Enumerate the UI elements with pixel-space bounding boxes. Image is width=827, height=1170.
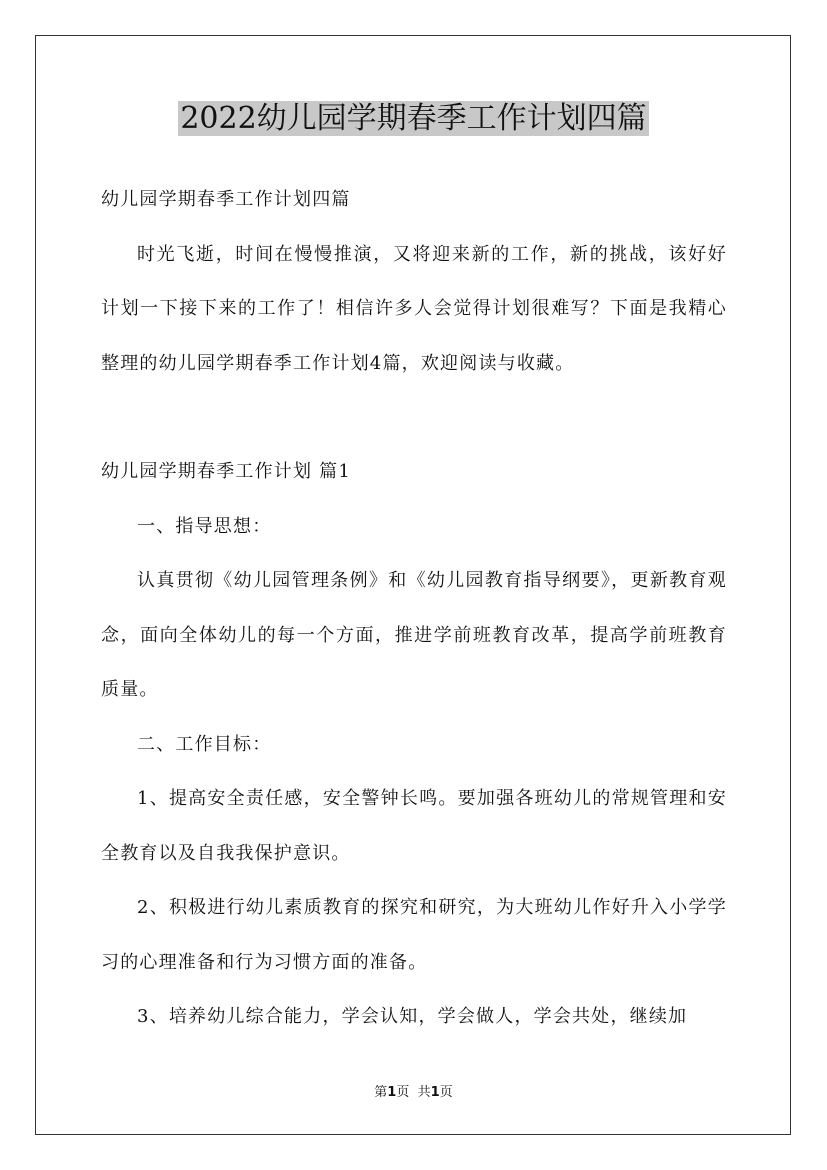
document-title [0, 96, 827, 142]
paragraph-heading-work-goals: 二、工作目标： [137, 733, 272, 755]
footer-page-prefix: 第 [374, 1085, 388, 1100]
paragraph-subtitle: 幼儿园学期春季工作计划四篇 [101, 189, 351, 210]
footer-total-number: 1 [430, 1085, 440, 1100]
footer-page-suffix: 页 [396, 1085, 410, 1100]
paragraph-section-heading: 幼儿园学期春季工作计划 篇1 [101, 461, 351, 482]
paragraph-goal-3: 3、培养幼儿综合能力，学会认知，学会做人，学会共处，继续加 [137, 1006, 688, 1027]
paragraph-goal-1: 1、提高安全责任感，安全警钟长鸣。要加强各班幼儿的常规管理和安全教育以及自我我保护意识。 [101, 788, 727, 864]
paragraph-heading-guiding-ideas: 一、指导思想： [137, 515, 272, 537]
document-body [101, 173, 727, 1045]
document-title-text: 2022幼儿园学期春季工作计划四篇 [180, 101, 647, 136]
footer-page-number: 1 [387, 1085, 397, 1100]
paragraph-goal-2: 2、积极进行幼儿素质教育的探究和研究，为大班幼儿作好升入小学学习的心理准备和行为习惯方面的准备。 [101, 897, 727, 973]
paragraph-guiding-ideas: 认真贯彻《幼儿园管理条例》和《幼儿园教育指导纲要》，更新教育观念，面向全体幼儿的每一个方面，推进学前班教育改革，提高学前班教育质量。 [101, 570, 727, 700]
footer-total-prefix: 共 [417, 1085, 431, 1100]
footer-total-suffix: 页 [439, 1085, 453, 1100]
page-footer [0, 1084, 827, 1102]
paragraph-intro: 时光飞逝，时间在慢慢推演，又将迎来新的工作，新的挑战，该好好计划一下接下来的工作了！相信许多人会觉得计划很难写？下面是我精心整理的幼儿园学期春季工作计划4篇，欢迎阅读与收藏。 [101, 243, 727, 374]
